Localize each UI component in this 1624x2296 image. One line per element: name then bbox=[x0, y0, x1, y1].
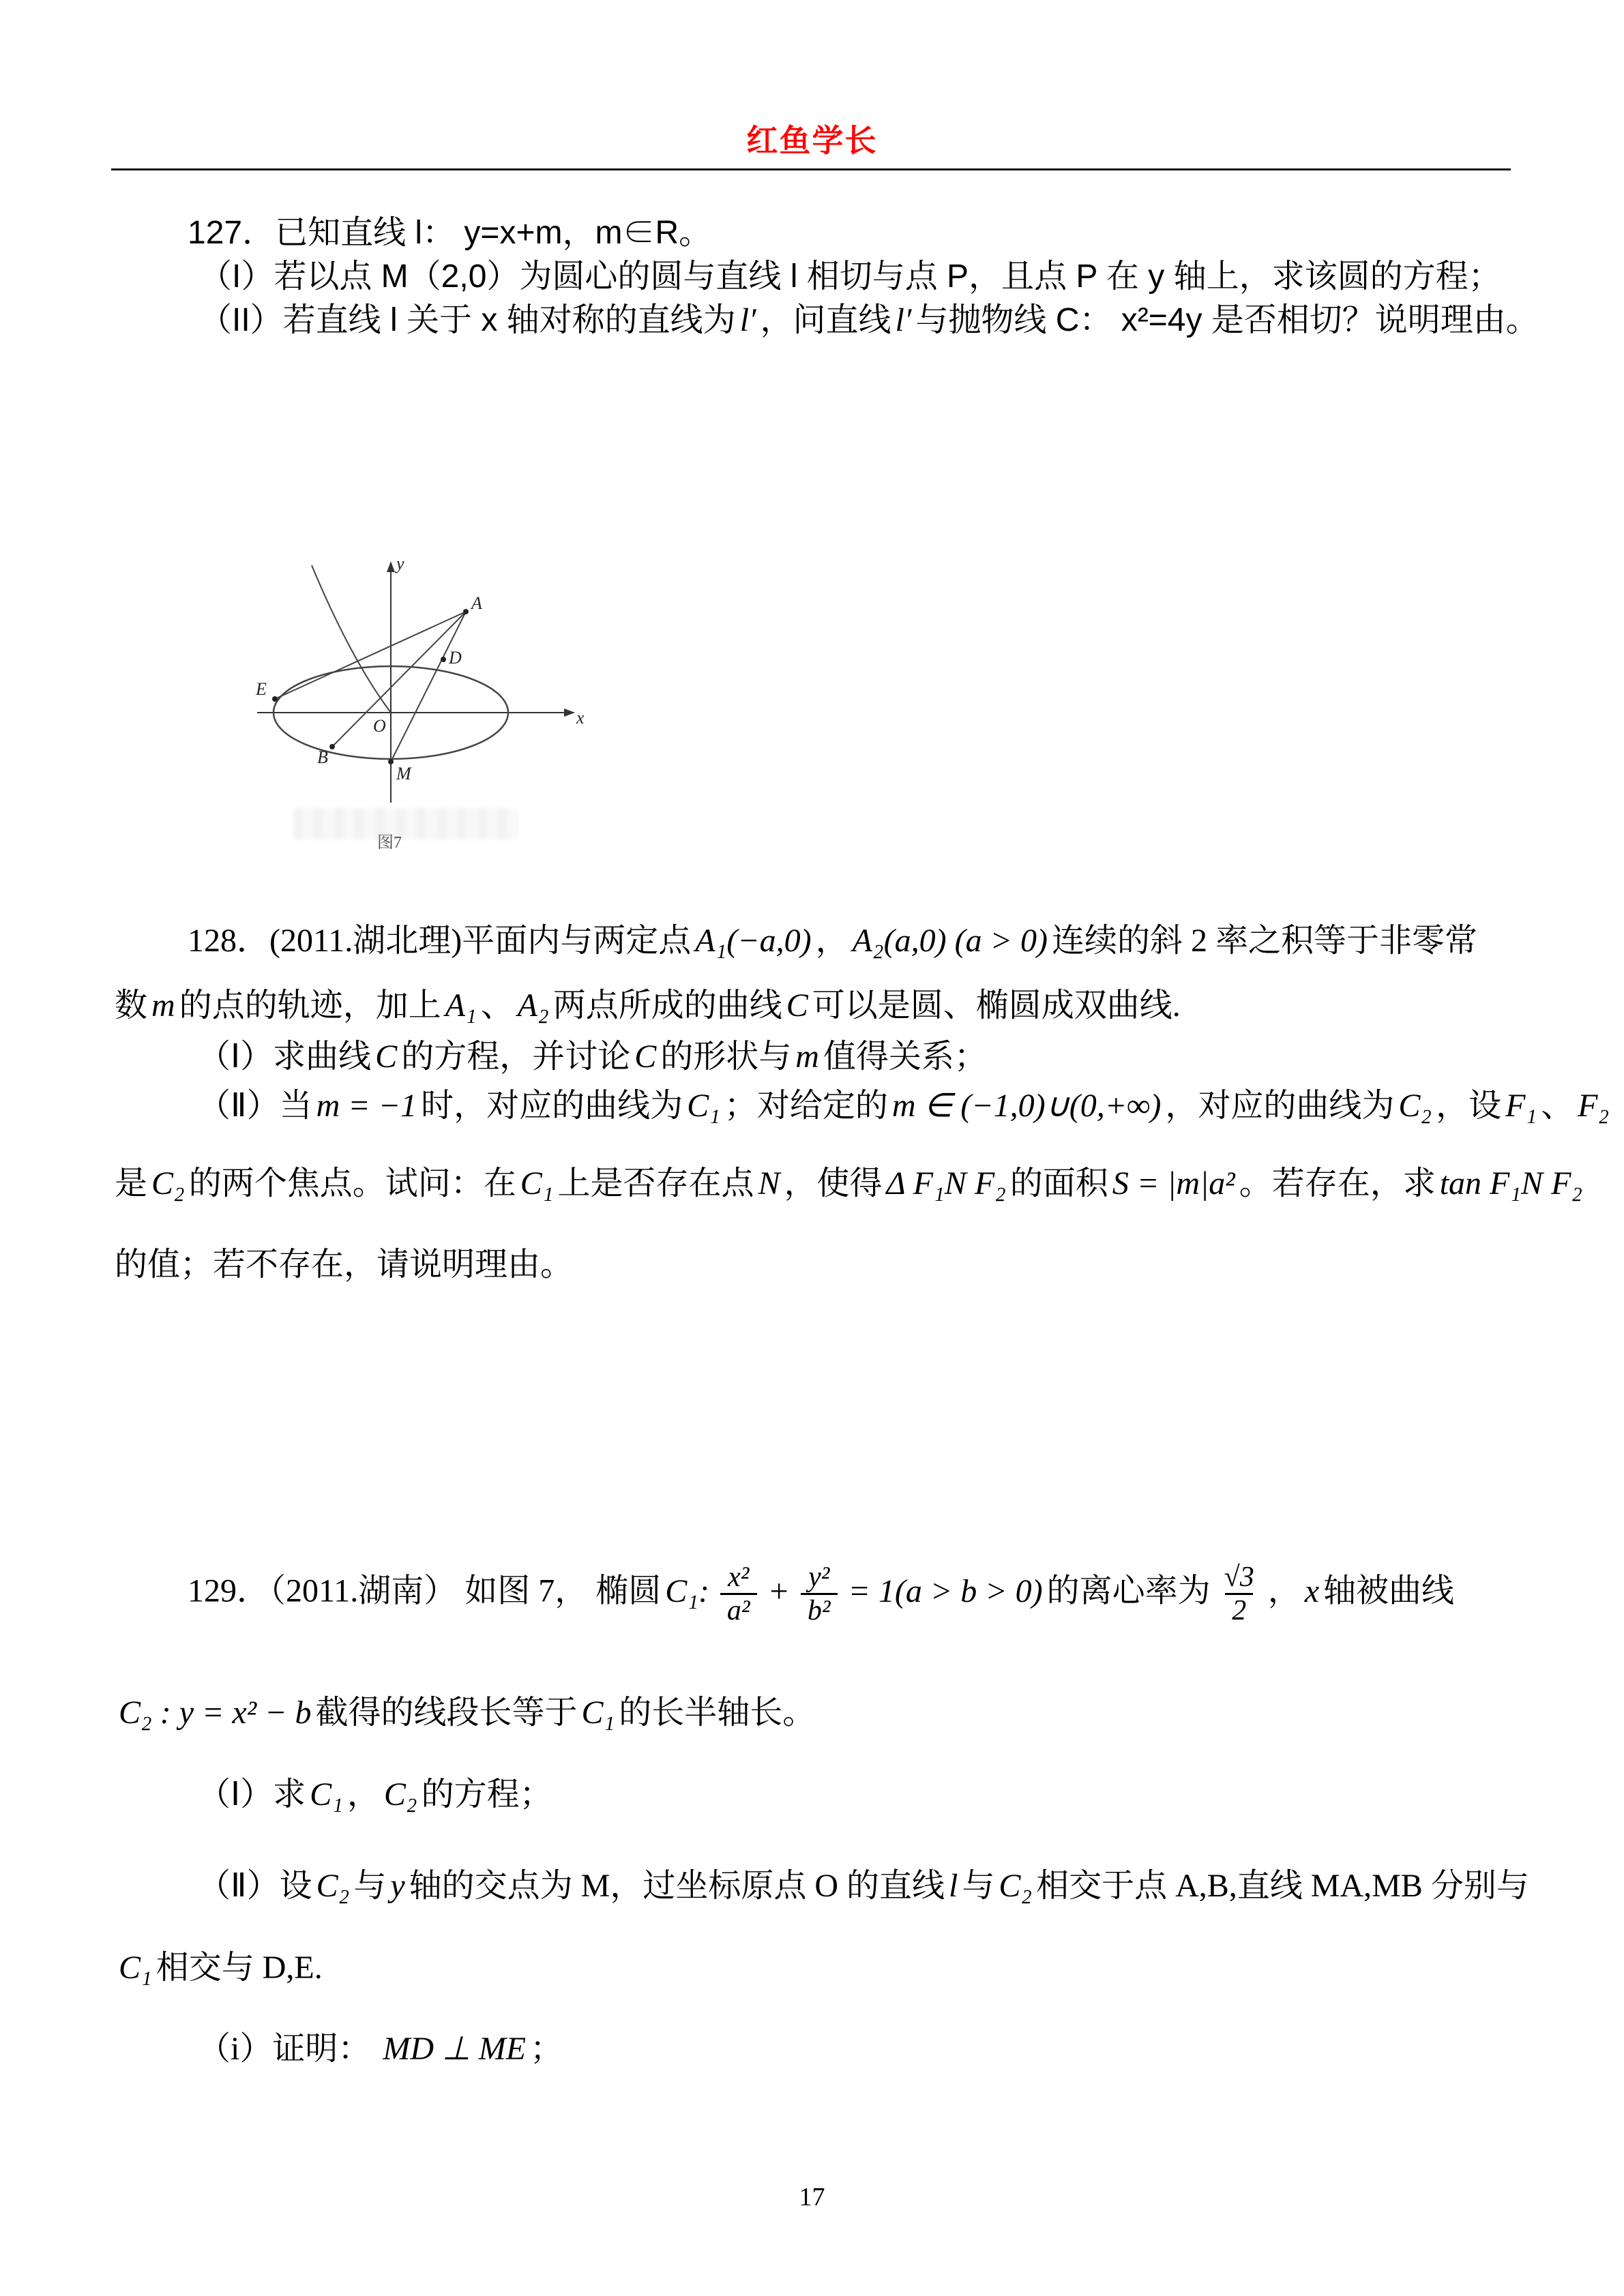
text-run: 的形状与 bbox=[660, 1039, 792, 1075]
text-run: ，使得 bbox=[784, 1165, 883, 1202]
math-run: A₁ bbox=[445, 987, 477, 1024]
math-run: F₂ bbox=[1578, 1088, 1610, 1124]
text-run: 连续的斜 2 率之积等于非零常 bbox=[1051, 923, 1477, 959]
text-run: （Ⅰ）求 bbox=[198, 1776, 306, 1813]
text-run: 轴被曲线 bbox=[1323, 1572, 1455, 1609]
point-A bbox=[463, 609, 469, 614]
problem-129-line-3 bbox=[198, 1774, 552, 1815]
text-run: 。若存在，求 bbox=[1239, 1165, 1436, 1202]
text-run: 128．(2011.湖北理)平面内与两定点 bbox=[188, 923, 692, 959]
label-D: D bbox=[449, 648, 462, 668]
math-run: A₂ bbox=[517, 987, 549, 1024]
problem-127-line-2 bbox=[199, 256, 1501, 297]
y-axis-arrow bbox=[387, 561, 395, 572]
problem-128-line-2 bbox=[115, 985, 1181, 1026]
text-run: 相交与 D,E. bbox=[156, 1950, 323, 1986]
math-run: tan F₁N F₂ bbox=[1439, 1165, 1583, 1202]
text-run: ，对应的曲线为 bbox=[1165, 1088, 1395, 1124]
math-run: C₂ : y = x² − b bbox=[119, 1695, 312, 1731]
label-M: M bbox=[396, 764, 411, 784]
text-run: ，设 bbox=[1436, 1088, 1502, 1124]
point-B bbox=[329, 744, 335, 749]
scan-artifact bbox=[293, 808, 518, 839]
text-run: 与抛物线 C： x²=4y 是否相切？说明理由。 bbox=[915, 302, 1539, 338]
math-run: l′ bbox=[739, 302, 756, 338]
figure-caption: 图7 bbox=[377, 834, 402, 852]
fraction: $\frac{\text{x²}}{\text{a²}}$ bbox=[720, 1562, 757, 1626]
text-run: （II）若直线 l 关于 x 轴对称的直线为 bbox=[199, 302, 736, 338]
math-run: C bbox=[634, 1039, 657, 1075]
math-run: F₁ bbox=[1505, 1088, 1537, 1124]
chord-A-M bbox=[391, 612, 466, 762]
text-run: 相交于点 A,B,直线 MA,MB 分别与 bbox=[1036, 1868, 1529, 1904]
math-run: A₂(a,0) bbox=[852, 923, 947, 959]
fraction: $\frac{√3}{2}$ bbox=[1224, 1562, 1254, 1627]
math-run: C₂ bbox=[999, 1868, 1033, 1904]
math-run: (a > 0) bbox=[954, 923, 1048, 959]
text-run: 的点的轨迹，加上 bbox=[179, 987, 441, 1024]
label-A: A bbox=[471, 593, 482, 613]
problem-128-line-1 bbox=[188, 921, 1477, 961]
problem-129-line-4 bbox=[198, 1866, 1529, 1907]
text-run: 截得的线段长等于 bbox=[315, 1695, 578, 1731]
point-M bbox=[388, 759, 394, 764]
math-run: MD ⊥ ME bbox=[383, 2031, 527, 2067]
math-run: l′ bbox=[895, 302, 912, 338]
text-run: 的值；若不存在，请说明理由。 bbox=[115, 1247, 574, 1283]
point-D bbox=[441, 657, 446, 662]
problem-129-line-5 bbox=[115, 1948, 323, 1988]
label-y: y bbox=[396, 554, 404, 573]
math-run: m = −1 bbox=[316, 1088, 417, 1124]
text-run: 两点所成的曲线 bbox=[552, 987, 782, 1024]
text-run: ，问直线 bbox=[760, 302, 891, 338]
math-run: C₁ bbox=[520, 1165, 554, 1202]
problem-127-line-1 bbox=[188, 213, 711, 254]
math-run: A₁(−a,0) bbox=[695, 923, 812, 959]
chord-A-B bbox=[332, 612, 466, 747]
math-run: C₁ bbox=[581, 1695, 615, 1731]
math-run: N bbox=[758, 1165, 780, 1202]
text-run: 是 bbox=[115, 1165, 148, 1202]
text-run: （Ⅱ）当 bbox=[198, 1088, 312, 1124]
math-run: C₂ bbox=[316, 1868, 350, 1904]
text-run: 、 bbox=[480, 987, 514, 1024]
math-run: Δ F₁N F₂ bbox=[886, 1165, 1006, 1202]
math-run: C₁: bbox=[665, 1572, 709, 1609]
problem-128-line-6 bbox=[115, 1244, 573, 1285]
text-run: 与 bbox=[962, 1868, 995, 1904]
text-run: ， bbox=[815, 923, 848, 959]
math-run: y bbox=[390, 1868, 405, 1904]
text-run: 的离心率为 bbox=[1046, 1572, 1211, 1609]
chord-A-E bbox=[275, 612, 466, 699]
math-run: l bbox=[949, 1868, 958, 1904]
problem-128-line-4 bbox=[198, 1086, 1613, 1127]
text-run: 与 bbox=[353, 1868, 387, 1904]
math-run: C₁ bbox=[310, 1776, 343, 1813]
x-axis-arrow bbox=[564, 709, 575, 717]
text-run: ； bbox=[530, 2031, 563, 2067]
problem-129-line-1 bbox=[188, 1562, 1454, 1626]
math-run: C bbox=[375, 1039, 398, 1075]
math-run: = 1(a > b > 0) bbox=[848, 1572, 1043, 1609]
text-run: （i）证明： bbox=[198, 2031, 379, 2067]
problem-129-line-6 bbox=[198, 2029, 563, 2070]
point-E bbox=[272, 696, 278, 702]
page-header-title: 红鱼学长 bbox=[746, 123, 878, 158]
math-run: C₂ bbox=[1398, 1088, 1432, 1124]
math-run: C₂ bbox=[151, 1165, 185, 1202]
label-O: O bbox=[373, 716, 386, 736]
fraction: $\frac{\text{y²}}{\text{b²}}$ bbox=[801, 1562, 838, 1626]
text-run: 轴的交点为 M，过坐标原点 O 的直线 bbox=[409, 1868, 945, 1904]
text-run: 的两个焦点。试问：在 bbox=[188, 1165, 516, 1202]
text-run: （Ⅱ）设 bbox=[198, 1868, 312, 1904]
math-run: C₁ bbox=[119, 1950, 152, 1986]
math-run: m ∈ (−1,0)∪(0,+∞) bbox=[891, 1088, 1162, 1124]
text-run: 的方程； bbox=[421, 1776, 552, 1813]
math-run: m bbox=[795, 1039, 819, 1075]
page-number: 17 bbox=[799, 2183, 825, 2211]
text-run: ， bbox=[1267, 1572, 1301, 1609]
problem-129-line-2 bbox=[115, 1693, 815, 1733]
text-run: 129．（2011.湖南） 如图 7， 椭圆 bbox=[188, 1572, 662, 1609]
problem-128-line-3 bbox=[198, 1037, 987, 1077]
text-run: 127．已知直线 l： y=x+m，m∈R。 bbox=[188, 215, 712, 251]
text-run: （I）若以点 M（2,0）为圆心的圆与直线 l 相切与点 P，且点 P 在 y 轴上，求该圆的方程； bbox=[199, 258, 1501, 295]
problem-127-line-3 bbox=[199, 300, 1539, 341]
math-run: x bbox=[1304, 1572, 1320, 1609]
text-run: 值得关系； bbox=[823, 1039, 987, 1075]
text-run: 数 bbox=[115, 987, 148, 1024]
text-run: ；对给定的 bbox=[724, 1088, 888, 1124]
header-divider bbox=[111, 168, 1511, 170]
text-run: 时，对应的曲线为 bbox=[421, 1088, 683, 1124]
text-run: （Ⅰ）求曲线 bbox=[198, 1039, 372, 1075]
math-run: + bbox=[767, 1572, 790, 1609]
math-run: m bbox=[151, 987, 175, 1024]
curve-arc bbox=[312, 565, 391, 713]
math-run: C₁ bbox=[687, 1088, 720, 1124]
math-run: C bbox=[786, 987, 808, 1024]
text-run: 的方程，并讨论 bbox=[401, 1039, 631, 1075]
label-B: B bbox=[317, 747, 328, 767]
text-run: 上是否存在点 bbox=[557, 1165, 754, 1202]
label-x: x bbox=[576, 708, 585, 728]
label-E: E bbox=[256, 679, 267, 699]
text-run: 的面积 bbox=[1009, 1165, 1108, 1202]
text-run: 的长半轴长。 bbox=[619, 1695, 816, 1731]
problem-128-line-5 bbox=[115, 1163, 1586, 1204]
text-run: ， bbox=[346, 1776, 380, 1813]
text-run: 可以是圆、椭圆成双曲线. bbox=[812, 987, 1181, 1024]
text-run: 、 bbox=[1541, 1088, 1574, 1124]
math-run: S = |m|a² bbox=[1112, 1165, 1235, 1202]
math-run: C₂ bbox=[383, 1776, 417, 1813]
